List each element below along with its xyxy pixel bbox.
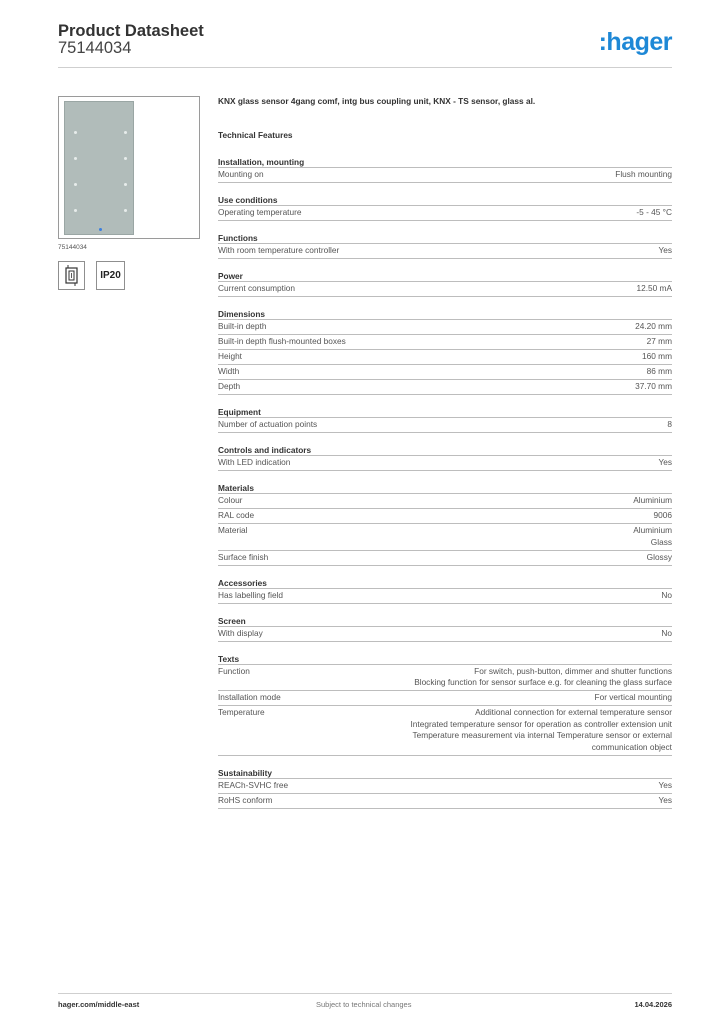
button-marker xyxy=(124,131,127,134)
product-description: KNX glass sensor 4gang comf, intg bus coupling unit, KNX - TS sensor, glass al. xyxy=(218,96,536,106)
spec-value: Aluminium xyxy=(633,495,672,505)
document-title: Product Datasheet xyxy=(58,22,204,40)
spec-group-title: Installation, mounting xyxy=(218,156,672,168)
spec-label: With room temperature controller xyxy=(218,245,340,255)
group-spacer xyxy=(218,183,672,194)
group-spacer xyxy=(218,297,672,308)
spec-row xyxy=(218,551,672,566)
spec-row xyxy=(218,524,672,551)
product-image xyxy=(58,96,200,239)
spec-row xyxy=(218,691,672,706)
button-marker xyxy=(74,131,77,134)
flush-mounting-icon xyxy=(58,261,85,290)
group-spacer xyxy=(218,642,672,653)
spec-label: Number of actuation points xyxy=(218,419,318,429)
page-header xyxy=(58,22,672,68)
button-marker xyxy=(74,183,77,186)
specification-section xyxy=(218,96,672,809)
technical-features-heading: Technical Features xyxy=(218,130,293,140)
spec-label: Operating temperature xyxy=(218,207,302,217)
spec-label: Temperature xyxy=(218,707,265,717)
spec-label: REACh-SVHC free xyxy=(218,779,289,790)
spec-row xyxy=(218,320,672,335)
footer-date: 14.04.2026 xyxy=(634,1000,672,1009)
spec-value: For switch, push-button, dimmer and shutter functions Blocking function for sensor surface e.g. for cleaning the glass surface xyxy=(414,665,672,687)
button-marker xyxy=(74,157,77,160)
spec-group-title: Screen xyxy=(218,615,672,627)
spec-label: Height xyxy=(218,351,242,361)
glass-sensor-panel xyxy=(64,101,134,235)
status-led xyxy=(99,228,102,231)
spec-value: 27 mm xyxy=(646,336,672,346)
spec-row xyxy=(218,350,672,365)
footer-website: hager.com/middle-east xyxy=(58,1000,140,1009)
spec-row xyxy=(218,706,672,756)
spec-value: Yes xyxy=(658,457,672,467)
spec-value: Yes xyxy=(658,794,672,805)
spec-group-title: Materials xyxy=(218,482,672,494)
spec-row xyxy=(218,418,672,433)
product-number: 75144034 xyxy=(58,39,132,57)
spec-value: 160 mm xyxy=(642,351,672,361)
spec-value: Additional connection for external temperature sensor Integrated temperature sensor for operation as controller extension unit Temperature measurement via internal Temperature sensor or external communication object xyxy=(410,707,672,752)
spec-value: No xyxy=(661,627,672,638)
footer-notice: Subject to technical changes xyxy=(316,1000,412,1009)
spec-group-title: Power xyxy=(218,270,672,282)
button-marker xyxy=(124,209,127,212)
spec-value: Yes xyxy=(658,245,672,255)
spec-group-title: Texts xyxy=(218,653,672,665)
spec-value: No xyxy=(661,589,672,600)
spec-value: For vertical mounting xyxy=(594,692,672,702)
spec-value: 8 xyxy=(667,419,672,429)
spec-label: Function xyxy=(218,665,250,676)
spec-row xyxy=(218,168,672,183)
spec-label: Depth xyxy=(218,381,241,391)
group-spacer xyxy=(218,566,672,577)
spec-row xyxy=(218,627,672,642)
spec-label: RAL code xyxy=(218,510,255,520)
spec-group-title: Sustainability xyxy=(218,767,672,779)
spec-label: Has labelling field xyxy=(218,589,284,600)
spec-label: Built-in depth xyxy=(218,321,267,331)
spec-row xyxy=(218,335,672,350)
spec-value: Yes xyxy=(658,779,672,790)
spec-row xyxy=(218,665,672,692)
group-spacer xyxy=(218,221,672,232)
button-marker xyxy=(74,209,77,212)
spec-row xyxy=(218,282,672,297)
spec-row xyxy=(218,509,672,524)
page-footer xyxy=(58,993,672,1013)
group-spacer xyxy=(218,433,672,444)
spec-group-title: Dimensions xyxy=(218,308,672,320)
spec-group-title: Functions xyxy=(218,232,672,244)
spec-row xyxy=(218,244,672,259)
spec-row xyxy=(218,380,672,395)
spec-group-title: Equipment xyxy=(218,406,672,418)
spec-row xyxy=(218,365,672,380)
spec-value: Aluminium Glass xyxy=(633,525,672,547)
group-spacer xyxy=(218,395,672,406)
group-spacer xyxy=(218,756,672,767)
image-caption: 75144034 xyxy=(58,244,87,251)
spec-value: 37.70 mm xyxy=(635,381,672,391)
spec-label: Installation mode xyxy=(218,692,281,702)
spec-row xyxy=(218,206,672,221)
spec-value: Flush mounting xyxy=(615,169,672,179)
specification-groups xyxy=(218,156,672,809)
group-spacer xyxy=(218,471,672,482)
spec-row xyxy=(218,779,672,794)
spec-group-title: Use conditions xyxy=(218,194,672,206)
spec-label: Current consumption xyxy=(218,283,296,293)
spec-label: RoHS conform xyxy=(218,794,273,805)
spec-value: Glossy xyxy=(646,551,672,562)
spec-label: Surface finish xyxy=(218,551,269,562)
spec-value: 24.20 mm xyxy=(635,321,672,331)
spec-label: Mounting on xyxy=(218,169,264,179)
spec-value: 86 mm xyxy=(646,366,672,376)
button-marker xyxy=(124,183,127,186)
hager-logo: :hager xyxy=(598,28,672,56)
spec-group-title: Controls and indicators xyxy=(218,444,672,456)
spec-label: Width xyxy=(218,366,240,376)
button-marker xyxy=(124,157,127,160)
spec-label: With LED indication xyxy=(218,457,291,467)
spec-value: -5 - 45 °C xyxy=(636,207,672,217)
spec-label: Material xyxy=(218,525,248,535)
spec-value: 12.50 mA xyxy=(636,283,672,293)
spec-value: 9006 xyxy=(653,510,672,520)
spec-row xyxy=(218,494,672,509)
ip-rating-badge: IP20 xyxy=(96,261,125,290)
spec-row xyxy=(218,589,672,604)
spec-row xyxy=(218,456,672,471)
group-spacer xyxy=(218,259,672,270)
group-spacer xyxy=(218,604,672,615)
spec-label: With display xyxy=(218,627,263,638)
spec-label: Colour xyxy=(218,495,243,505)
spec-label: Built-in depth flush-mounted boxes xyxy=(218,336,346,346)
spec-row xyxy=(218,794,672,809)
spec-group-title: Accessories xyxy=(218,577,672,589)
